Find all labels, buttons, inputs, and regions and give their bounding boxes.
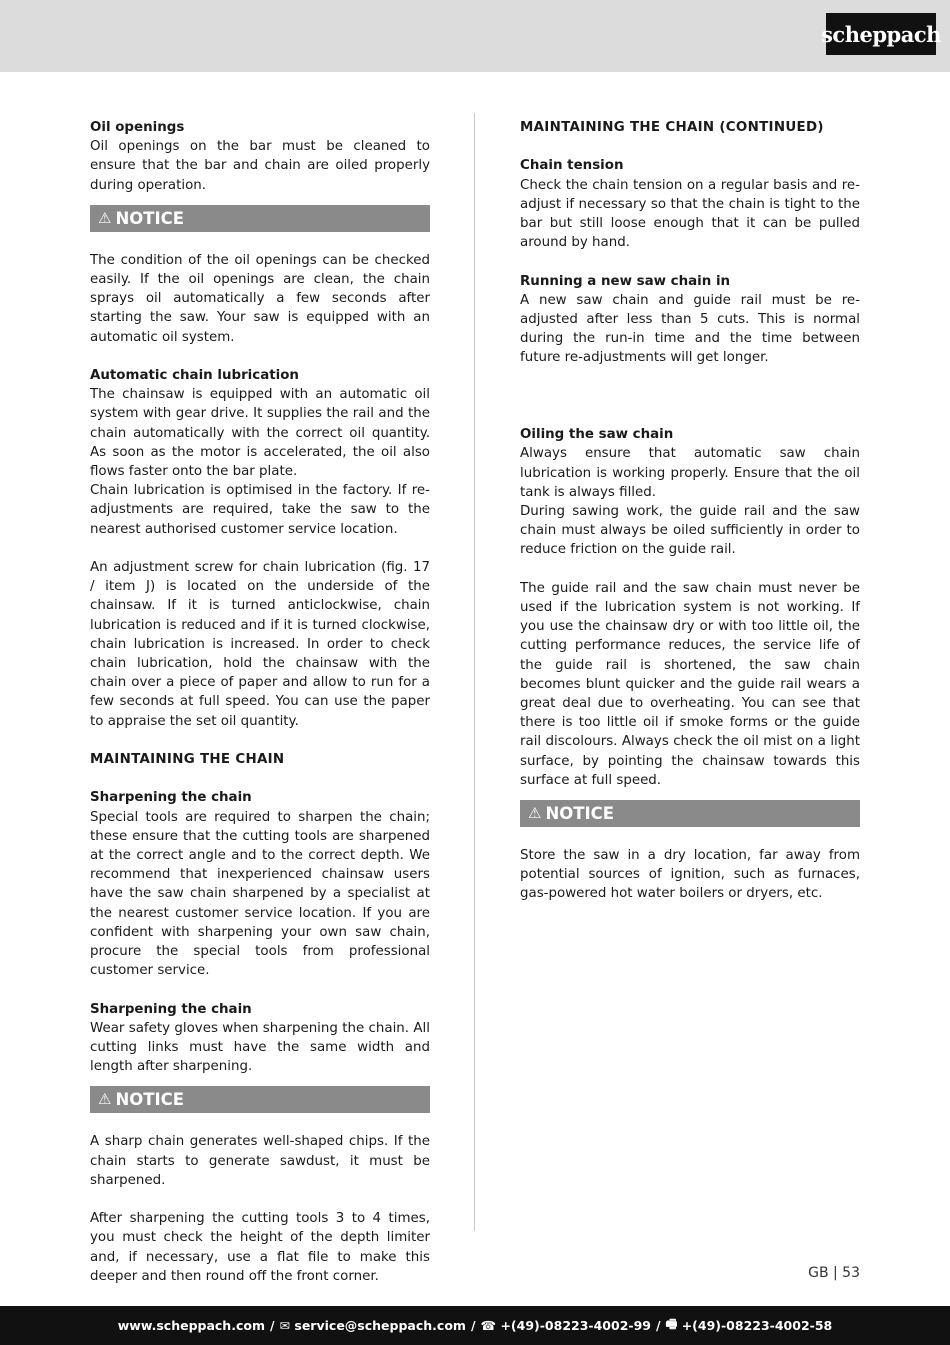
phone-number: +(49)-08223-4002-99 xyxy=(500,1318,651,1333)
automatic-lubrication-section xyxy=(90,366,430,539)
page-footer: www.scheppach.com / ✉ service@scheppach.com / ☎ +(49)-08223-4002-99 / 🖷 +(49)-08223-4002-58 xyxy=(0,1306,950,1345)
fax-icon: 🖷 xyxy=(665,1316,682,1331)
paragraph: Check the chain tension on a regular basis and re-adjust if necessary so that the chain is tight to the bar but still loose enough that it can be pulled around by hand. xyxy=(520,177,860,251)
storage-block xyxy=(520,846,860,904)
page-header xyxy=(0,0,950,72)
section-title: Sharpening the chain xyxy=(90,790,252,806)
paragraph: Store the saw in a dry location, far away from potential sources of ignition, such as furnaces, gas-powered hot water boilers or dryers, etc. xyxy=(520,848,860,902)
paragraph: Special tools are required to sharpen the chain; these ensure that the cutting tools are sharpened at the correct angle and to the correct depth. We recommend that inexperienced chainsaw users have the saw chain sharpened by a specialist at the nearest customer service location. If you are confident with sharpening your own saw chain, procure the special tools from professional customer service. xyxy=(90,809,430,979)
run-in-section xyxy=(520,272,860,368)
fax-number: +(49)-08223-4002-58 xyxy=(681,1318,833,1333)
notice-banner xyxy=(520,800,860,827)
paragraph: After sharpening the cutting tools 3 to 4 times, you must check the height of the depth limiter and, if necessary, use a flat file to make this deeper and then round off the front corner. xyxy=(90,1211,430,1284)
website-link[interactable]: www.scheppach.com xyxy=(117,1318,265,1333)
notice-text-block xyxy=(90,251,430,347)
sharpening-safety-section xyxy=(90,1000,430,1077)
notice-label: NOTICE xyxy=(115,208,185,228)
notice-label: NOTICE xyxy=(115,1090,185,1110)
adjustment-block xyxy=(90,558,430,731)
left-column xyxy=(90,118,430,1286)
warning-triangle-icon: ⚠ xyxy=(528,803,542,822)
chain-tension-section xyxy=(520,156,860,252)
section-heading: MAINTAINING THE CHAIN (CONTINUED) xyxy=(520,120,824,135)
notice-text-block xyxy=(90,1132,430,1190)
after-sharpening-block xyxy=(90,1209,430,1286)
section-title: Oil openings xyxy=(90,120,185,135)
paragraph: The guide rail and the saw chain must never be used if the lubrication system is not working. If you use the chainsaw dry or with too little oil, the cutting performance reduces, the service life of the guide rail is shortened, the saw chain becomes blunt quicker and the guide rail wears a great deal due to overheating. You can see that there is too little oil if smoke forms or the guide rail discolours. Always check the oil mist on a light surface, by pointing the chainsaw towards this surface at full speed. xyxy=(520,580,860,788)
notice-banner xyxy=(90,205,430,232)
section-title: Automatic chain lubrication xyxy=(90,368,299,384)
paragraph: Wear safety gloves when sharpening the chain. All cutting links must have the same width and length after sharpening. xyxy=(90,1020,430,1075)
section-title: Oiling the saw chain xyxy=(520,427,674,443)
paragraph: Chain lubrication is optimised in the factory. If re-adjustments are required, take the saw to the nearest authorised customer service location. xyxy=(90,483,430,537)
paragraph: During sawing work, the guide rail and the saw chain must always be oiled sufficiently in order to reduce friction on the guide rail. xyxy=(520,503,860,558)
warning-triangle-icon: ⚠ xyxy=(98,1090,112,1109)
sharpening-section xyxy=(90,788,430,980)
notice-banner xyxy=(90,1086,430,1113)
paragraph: Always ensure that automatic saw chain lubrication is working properly. Ensure that the oil tank is always filled. xyxy=(520,446,860,500)
section-title: Running a new saw chain in xyxy=(520,273,731,289)
right-column xyxy=(520,118,860,904)
page-number: GB | 53 xyxy=(808,1265,860,1281)
mail-icon: ✉ xyxy=(279,1318,295,1333)
email-link[interactable]: service@scheppach.com xyxy=(294,1318,466,1333)
paragraph: A new saw chain and guide rail must be re-adjusted after less than 5 cuts. This is normal during the run-in time and the time between future re-adjustments will get longer. xyxy=(520,292,860,366)
lubrication-warning-block xyxy=(520,579,860,790)
scheppach-logo: scheppach xyxy=(826,13,936,55)
paragraph: An adjustment screw for chain lubrication (fig. 17 / item J) is located on the underside of the chainsaw. If it is turned anticlockwise, chain lubrication is reduced and if it is turned clockwise, chain lubrication is increased. In order to check chain lubrication, hold the chainsaw with the chain over a piece of paper and allow to run for a few seconds at full speed. You can use the paper to appraise the set oil quantity. xyxy=(90,560,430,729)
warning-triangle-icon: ⚠ xyxy=(98,208,112,227)
paragraph: A sharp chain generates well-shaped chips. If the chain starts to generate sawdust, it must be sharpened. xyxy=(90,1134,430,1188)
section-heading: MAINTAINING THE CHAIN xyxy=(90,752,285,768)
section-title: Chain tension xyxy=(520,158,624,174)
oiling-section xyxy=(520,425,860,559)
paragraph: The condition of the oil openings can be checked easily. If the oil openings are clean, the chain sprays oil automatically a few seconds after starting the saw. Your saw is equipped with an automatic oil system. xyxy=(90,252,430,345)
oil-openings-section xyxy=(90,118,430,195)
column-divider xyxy=(474,113,475,1231)
paragraph: The chainsaw is equipped with an automatic oil system with gear drive. It supplies the rail and the chain automatically with the correct oil quantity. As soon as the motor is accelerated, the oil also flows faster onto the bar plate. xyxy=(90,387,430,480)
paragraph: Oil openings on the bar must be cleaned to ensure that the bar and chain are oiled properly during operation. xyxy=(90,139,430,193)
phone-icon: ☎ xyxy=(480,1318,501,1333)
notice-label: NOTICE xyxy=(545,803,615,823)
section-title: Sharpening the chain xyxy=(90,1001,252,1017)
